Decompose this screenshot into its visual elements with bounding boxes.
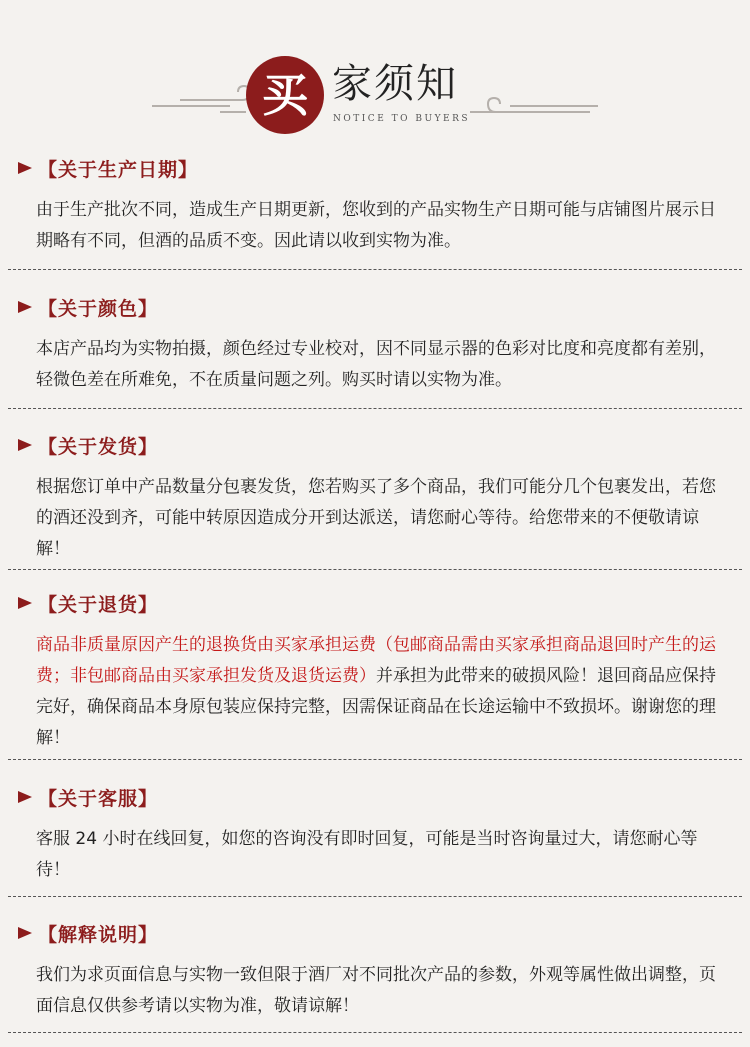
page-title: 家须知 bbox=[332, 61, 458, 107]
seal-badge bbox=[246, 56, 324, 134]
section-body: 本店产品均为实物拍摄，颜色经过专业校对，因不同显示器的色彩对比度和亮度都有差别，轻微色差在所难免，不在质量问题之列。购买时请以实物为准。 bbox=[36, 339, 716, 390]
arrow-right-icon bbox=[18, 439, 32, 451]
seal-character: 买 bbox=[262, 68, 308, 122]
divider bbox=[8, 896, 742, 897]
section-body: 根据您订单中产品数量分包裹发货，您若购买了多个商品，我们可能分几个包裹发出，若您的酒还没到齐，可能中转原因造成分开到达派送，请您耐心等待。给您带来的不便敬请谅解！ bbox=[36, 477, 716, 559]
divider bbox=[8, 1032, 742, 1033]
section-title: 【关于生产日期】 bbox=[38, 158, 199, 181]
divider bbox=[8, 408, 742, 409]
arrow-right-icon bbox=[18, 791, 32, 803]
arrow-right-icon bbox=[18, 162, 32, 174]
section-body: 客服 24 小时在线回复，如您的咨询没有即时回复，可能是当时咨询量过大，请您耐心等待！ bbox=[36, 829, 698, 880]
section-body: 我们为求页面信息与实物一致但限于酒厂对不同批次产品的参数，外观等属性做出调整，页面信息仅供参考请以实物为准，敬请谅解！ bbox=[36, 965, 716, 1016]
page-header bbox=[0, 0, 750, 140]
return-fee-notice: 商品非质量原因产生的退换货由买家承担运费（包邮商品需由买家承担商品退回时产生的运费；非包邮商品由买家承担发货及退货运费） bbox=[36, 635, 716, 686]
arrow-right-icon bbox=[18, 301, 32, 313]
divider bbox=[8, 269, 742, 270]
section-title: 【关于发货】 bbox=[38, 435, 159, 458]
arrow-right-icon bbox=[18, 927, 32, 939]
arrow-right-icon bbox=[18, 597, 32, 609]
divider bbox=[8, 759, 742, 760]
section-title: 【关于客服】 bbox=[38, 787, 159, 810]
page-subtitle: NOTICE TO BUYERS bbox=[333, 114, 471, 124]
divider bbox=[8, 569, 742, 570]
section-body bbox=[36, 630, 722, 754]
section-title: 【关于退货】 bbox=[38, 593, 159, 616]
section-title: 【解释说明】 bbox=[38, 923, 159, 946]
return-conditions: 并承担为此带来的破损风险！退回商品应保持完好，确保商品本身原包装应保持完整，因需保证商品在长途运输中不致损坏。谢谢您的理解！ bbox=[36, 666, 716, 748]
section-body: 由于生产批次不同，造成生产日期更新，您收到的产品实物生产日期可能与店铺图片展示日期略有不同，但酒的品质不变。因此请以收到实物为准。 bbox=[36, 200, 716, 251]
section-title: 【关于颜色】 bbox=[38, 297, 159, 320]
